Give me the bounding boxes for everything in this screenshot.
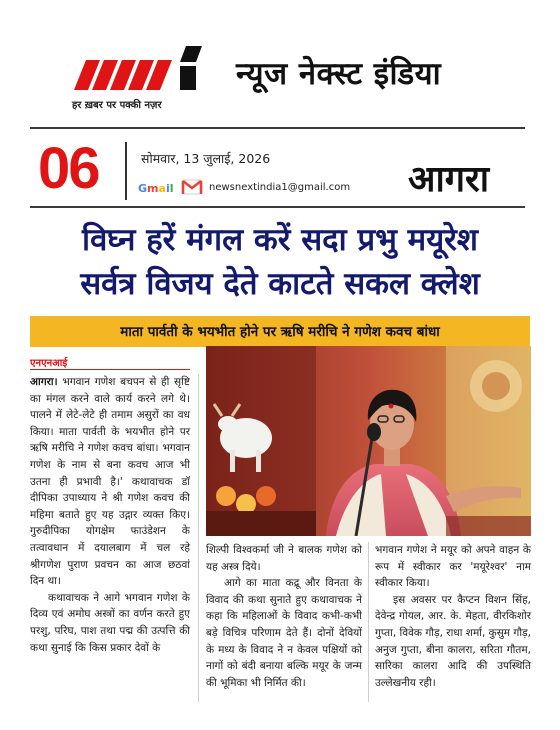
byline-rule bbox=[30, 369, 190, 370]
col1-paragraph-2: कथावाचक ने आगे भगवान गणेश के दिव्य एवं अमोघ अस्त्रों का वर्णन करते हुए परशु, परिघ, पाश तथा पद्म की उत्पत्ति की कथा सुनाई कि किस प्रकार देवों के bbox=[30, 591, 190, 654]
contact-email[interactable]: newsnextindia1@gmail.com bbox=[209, 182, 351, 193]
header-rule-bottom bbox=[30, 206, 525, 208]
col3-paragraph-2: इस अवसर पर कैप्टन विशन सिंह, देवेन्द्र गोयल, आर. के. मेहता, वीरकिशोर गुप्ता, विवेक गौड़, राधा शर्मा, कुसुम गौड़, अनुज गुप्ता, बीना कालरा, सरिता गौतम, सारिका कालरा आदि की उपस्थिति उल्लेखनीय रही। bbox=[375, 593, 531, 689]
col3-paragraph-1: भगवान गणेश ने मयूर को अपने वाहन के रूप में स्वीकार कर 'मयूरेश्वर' नाम स्वीकार किया। bbox=[375, 544, 531, 590]
issue-date: सोमवार, 13 जुलाई, 2026 bbox=[141, 151, 271, 166]
page-number: 06 bbox=[38, 136, 99, 201]
nni-logo bbox=[72, 44, 222, 100]
article-column-1 bbox=[30, 374, 190, 656]
page-number-divider bbox=[125, 142, 127, 200]
article-column-2 bbox=[206, 542, 362, 691]
gmail-label: Gmail bbox=[138, 182, 174, 195]
dateline-place: आगरा। bbox=[30, 376, 58, 388]
headline-line-1: विघ्न हरें मंगल करें सदा प्रभु मयूरेश bbox=[82, 222, 478, 258]
tagline: हर ख़बर पर पक्की नज़र bbox=[72, 100, 162, 111]
header-rule-top bbox=[30, 127, 525, 129]
col2-paragraph-1: शिल्पी विश्वकर्मा जी ने बालक गणेश को यह अस्त्र दिये। bbox=[206, 544, 362, 573]
subheadline: माता पार्वती के भयभीत होने पर ऋषि मरीचि ने गणेश कवच बांधा bbox=[120, 324, 440, 340]
speaker-photo bbox=[206, 346, 531, 536]
gmail-icon bbox=[181, 179, 203, 195]
city-edition: आगरा bbox=[408, 159, 490, 200]
publication-name: न्यूज नेक्स्ट इंडिया bbox=[236, 56, 442, 92]
article-column-3 bbox=[375, 542, 531, 691]
column-separator bbox=[368, 542, 369, 702]
column-separator bbox=[198, 374, 199, 702]
col1-paragraph-1: भगवान गणेश बचपन से ही सृष्टि का मंगल करने वाले कार्य करने लगे थे। पालने में लेटे-लेटे ही तमाम असुरों का वध किया। माता पार्वती के भयभीत होने पर ऋषि मरीचि ने गणेश कवच बांधा। भगवान गणेश के नाम से बना कवच आज भी उतना ही प्रभावी है।' कथावाचक डॉ दीपिका उपाध्याय ने श्री गणेश कवच की महिमा बताते हुए यह उद्गार व्यक्त किए। गुरुदीपिका योगक्षेम फाउंडेशन के तत्वावधान में दयालबाग में चल रहे श्रीगणेश पुराण प्रवचन का आज छठवां दिन था। bbox=[30, 376, 190, 588]
col2-paragraph-2: आगे का माता कद्रू और विनता के विवाद की कथा सुनाते हुए कथावाचक ने कहा कि महिलाओं के विवाद कभी-कभी बड़े विचित्र परिणाम देते हैं। दोनों देवियों के मध्य के विवाद ने न केवल पक्षियों को नागों को बंदी बनाया बल्कि मयूर के जन्म की भूमिका भी निर्मित की। bbox=[206, 577, 362, 689]
headline-line-2: सर्वत्र विजय देते काटते सकल क्लेश bbox=[80, 266, 480, 302]
byline: एनएनआई bbox=[30, 358, 68, 369]
